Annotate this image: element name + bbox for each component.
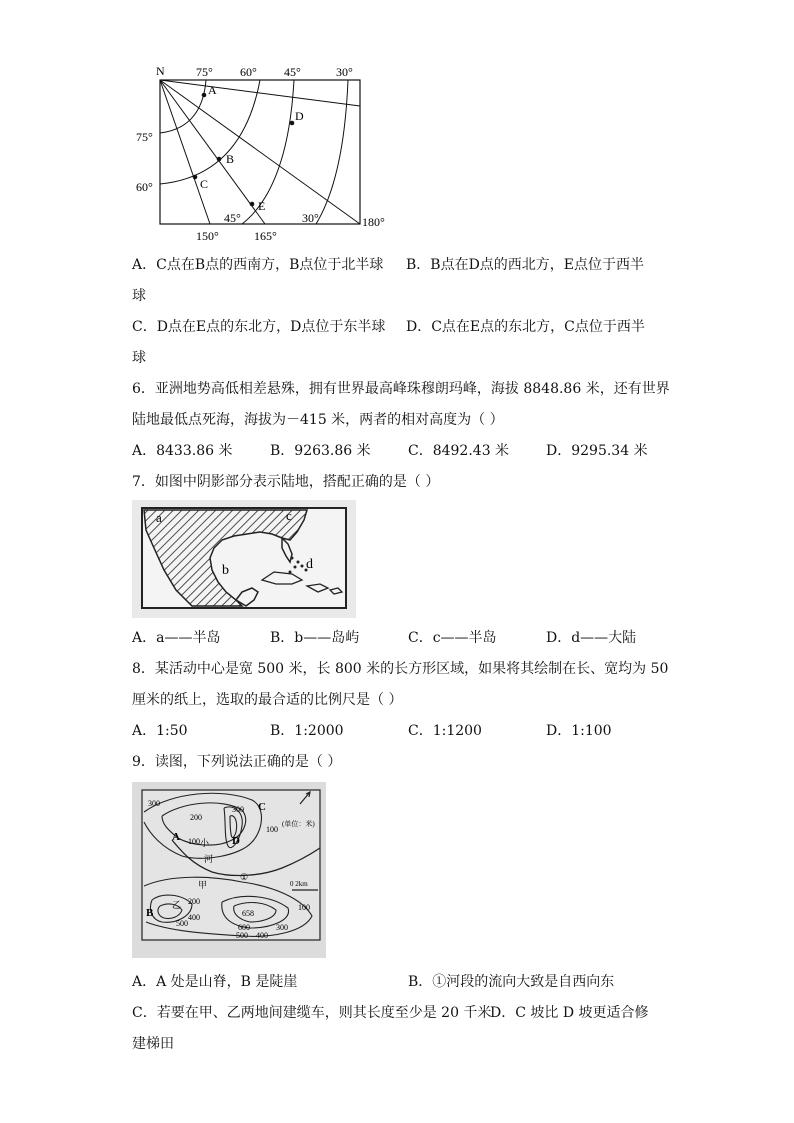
left-label-75: 75°	[136, 130, 153, 144]
q5-option-b-continued: 球	[132, 288, 146, 304]
gulf-map-svg	[132, 500, 356, 618]
q8-option-c: C．1:1200	[408, 723, 482, 739]
contour-label: 400	[256, 931, 268, 940]
north-label: N	[156, 64, 165, 78]
bottom-label-45: 45°	[224, 211, 241, 225]
contour-map-svg	[132, 782, 326, 958]
contour-label: 500	[176, 919, 188, 928]
contour-label: 200	[190, 813, 202, 822]
contour-label: 100	[266, 825, 278, 834]
q9-stem: 9．读图，下列说法正确的是（ ）	[132, 754, 342, 770]
q9-option-a: A．A 处是山脊，B 是陡崖	[132, 974, 298, 990]
contour-label: 300	[276, 923, 288, 932]
island-dot	[301, 565, 304, 568]
point-c-dot	[193, 175, 198, 180]
top-label-30: 30°	[336, 65, 353, 79]
q6-stem-line-2: 陆地最低点死海，海拔为－415 米，两者的相对高度为（ ）	[132, 412, 504, 428]
point-c-label: C	[258, 801, 266, 813]
contour-label: 400	[188, 913, 200, 922]
contour-label: 300	[148, 799, 160, 808]
point-a-label: A	[208, 83, 217, 97]
q6-option-c: C．8492.43 米	[408, 443, 510, 459]
contour-label: 100	[188, 837, 200, 846]
q6-option-d: D．9295.34 米	[546, 443, 648, 459]
point-e-dot	[250, 202, 255, 207]
q5-option-c: C．D点在E点的东北方，D点位于东半球	[132, 319, 386, 335]
q7-option-a: A．a——半岛	[132, 630, 221, 646]
point-c-label: C	[200, 177, 209, 191]
scale-label: 0 2km	[290, 880, 308, 888]
q6-option-b: B．9263.86 米	[270, 443, 371, 459]
q5-option-a: A．C点在B点的西南方，B点位于北半球	[132, 257, 384, 273]
unit-label: (单位：米)	[282, 820, 315, 828]
q9-option-b: B．①河段的流向大致是自西向东	[408, 974, 615, 990]
q8-option-b: B．1:2000	[270, 723, 344, 739]
q7-option-b: B．b——岛屿	[270, 630, 360, 646]
q5-option-d: D．C点在E点的东北方，C点位于西半	[406, 319, 645, 335]
point-a-label: A	[172, 831, 180, 843]
left-label-60: 60°	[136, 180, 153, 194]
q7-option-d: D．d——大陆	[546, 630, 637, 646]
q5-option-b: B．B点在D点的西北方，E点位于西半	[406, 257, 645, 273]
point-b-dot	[217, 157, 222, 162]
meridian-150	[160, 80, 210, 224]
label-a: a	[156, 510, 162, 525]
contour-label: 200	[188, 897, 200, 906]
q7-option-c: C．c——半岛	[408, 630, 497, 646]
point-b-label: B	[146, 907, 154, 919]
label-c: c	[286, 508, 292, 523]
bottom-label-180: 180°	[362, 215, 385, 229]
bottom-label-165: 165°	[254, 229, 277, 243]
point-d-label: D	[295, 109, 304, 123]
top-label-60: 60°	[240, 65, 257, 79]
island-dot	[294, 566, 297, 569]
island-dot	[289, 571, 292, 574]
q8-option-a: A．1:50	[132, 723, 188, 739]
q8-stem-line-2: 厘米的纸上，选取的最合适的比例尺是（ ）	[132, 692, 403, 708]
island-dot	[297, 561, 300, 564]
bottom-label-30: 30°	[302, 211, 319, 225]
contour-label: 100	[298, 903, 310, 912]
elevation-658-label: 658	[242, 909, 254, 918]
top-label-75: 75°	[196, 65, 213, 79]
gulf-map-figure	[132, 500, 356, 618]
point-a-dot	[202, 93, 207, 98]
q9-option-d: D．C 坡比 D 坡更适合修	[490, 1005, 649, 1021]
island-dot	[291, 557, 294, 560]
river-name-label-1: 小	[200, 838, 210, 848]
point-e-label: E	[258, 199, 266, 213]
q9-option-d-continued: 建梯田	[132, 1036, 174, 1052]
contour-label: 300	[232, 805, 244, 814]
grid-svg	[130, 58, 400, 248]
q6-option-a: A．8433.86 米	[132, 443, 233, 459]
q9-option-c: C．若要在甲、乙两地间建缆车，则其长度至少是 20 千米	[132, 1005, 492, 1021]
q6-stem-line-1: 6．亚洲地势高低相差悬殊，拥有世界最高峰珠穆朗玛峰，海拔 8848.86 米，还有世界	[132, 381, 670, 397]
q8-option-d: D．1:100	[546, 723, 612, 739]
river-segment-1-label: ①	[240, 872, 249, 882]
bottom-label-150: 150°	[196, 229, 219, 243]
parallel-75	[160, 80, 206, 133]
point-b-label: B	[226, 152, 235, 166]
point-d-dot	[290, 121, 295, 126]
river-name-label-2: 河	[204, 854, 214, 864]
contour-map-figure	[132, 782, 326, 958]
contour-label: 600	[238, 923, 250, 932]
top-label-45: 45°	[284, 65, 301, 79]
meridian-165	[160, 80, 265, 224]
q7-stem: 7．如图中阴影部分表示陆地，搭配正确的是（ ）	[132, 474, 440, 490]
q8-stem-line-1: 8．某活动中心是宽 500 米，长 800 米的长方形区域，如果将其绘制在长、宽均为 50	[132, 661, 669, 677]
point-d-label: D	[232, 835, 240, 847]
point-jia-label: 甲	[198, 880, 208, 890]
point-yi-label: 乙	[172, 900, 182, 910]
latitude-longitude-grid-figure	[130, 58, 400, 248]
q5-option-d-continued: 球	[132, 350, 146, 366]
label-b: b	[222, 563, 229, 578]
label-d: d	[306, 557, 313, 572]
contour-label: 500	[236, 931, 248, 940]
parallel-30	[316, 80, 348, 224]
